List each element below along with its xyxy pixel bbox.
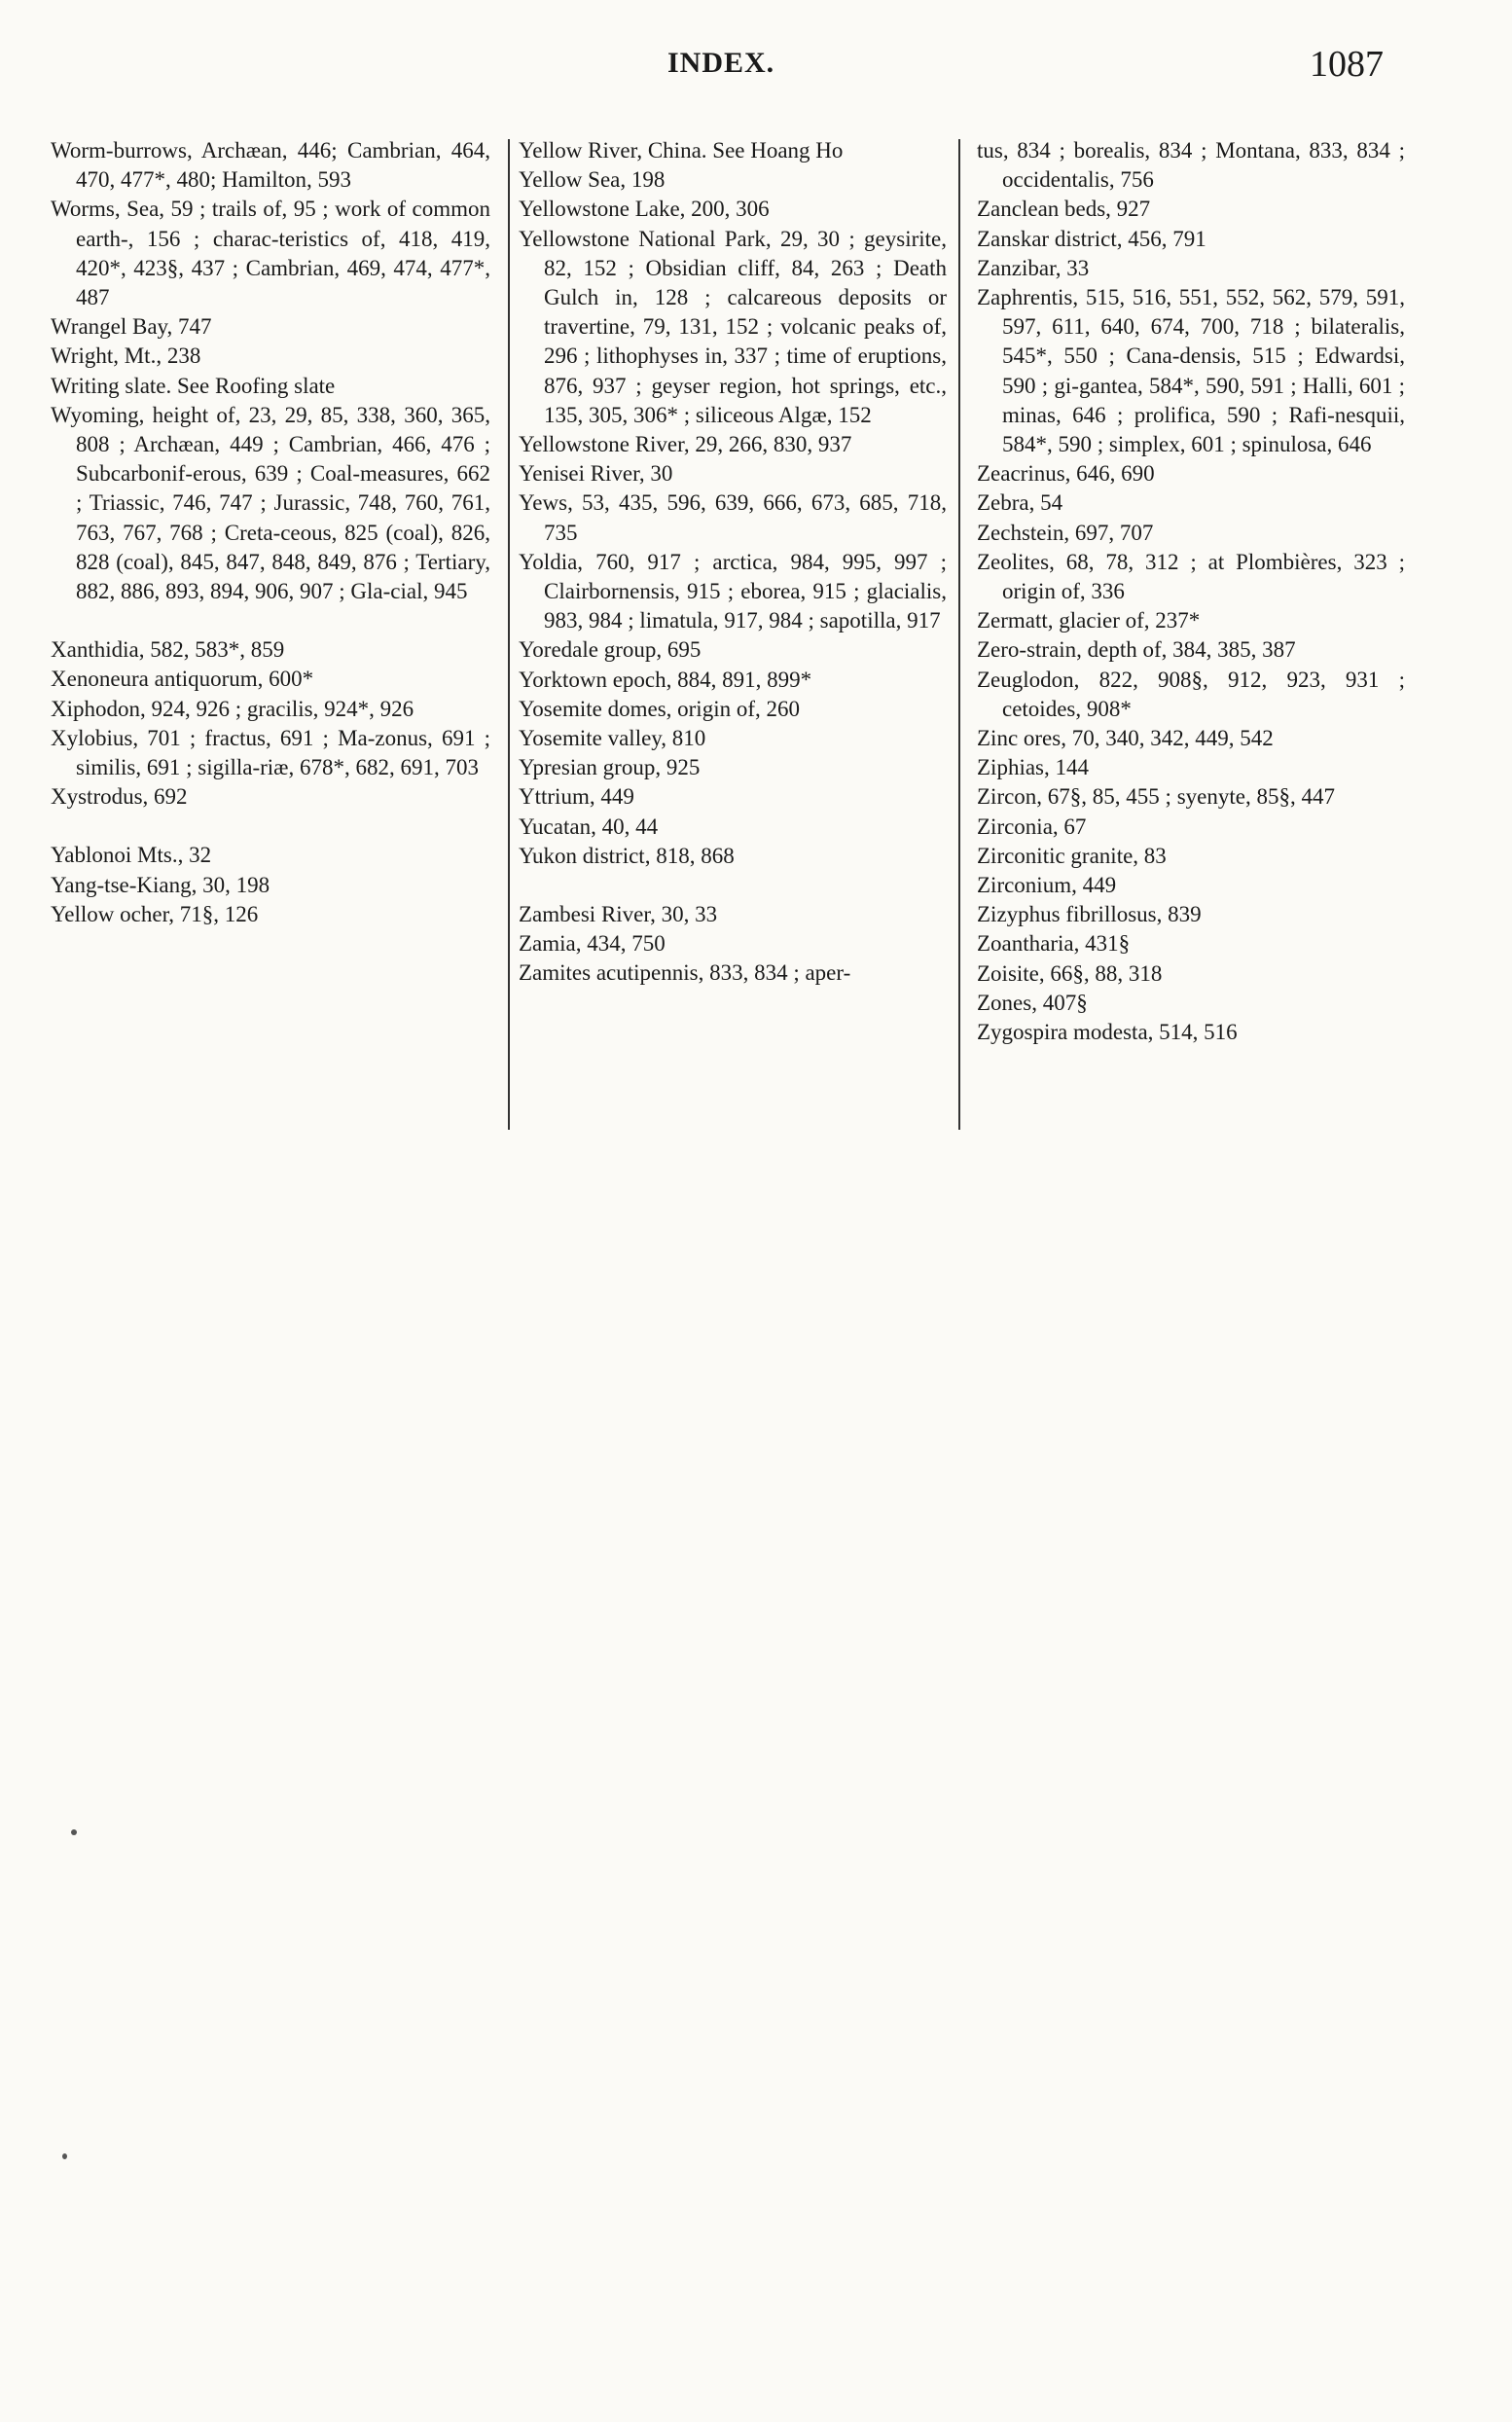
index-entry: Yttrium, 449	[519, 784, 634, 810]
index-entry: Zanskar district, 456, 791	[977, 226, 1206, 251]
index-column-1	[51, 136, 490, 929]
index-column-3	[977, 136, 1405, 1047]
index-entry: Yellowstone River, 29, 266, 830, 937	[519, 432, 852, 457]
index-entry: Zamia, 434, 750	[519, 931, 666, 957]
letter-section-gap	[51, 606, 490, 635]
index-entry: Zircon, 67§, 85, 455 ; syenyte, 85§, 447	[977, 784, 1335, 810]
index-entry: Ziphias, 144	[977, 755, 1089, 780]
print-speck	[71, 1829, 77, 1835]
index-entry: Zanzibar, 33	[977, 255, 1090, 280]
index-entry: Zoantharia, 431§	[977, 931, 1131, 957]
index-entry: Yorktown epoch, 884, 891, 899*	[519, 667, 812, 692]
index-entry: Wright, Mt., 238	[51, 343, 201, 369]
index-entry: Zanclean beds, 927	[977, 197, 1151, 222]
index-entry: Zeacrinus, 646, 690	[977, 461, 1155, 487]
print-speck	[62, 2153, 67, 2159]
index-entry: Yellow Sea, 198	[519, 167, 666, 193]
index-entry: Yellow ocher, 71§, 126	[51, 901, 259, 926]
index-entry: Worm-burrows, Archæan, 446; Cambrian, 464, 470, 477*, 480; Hamilton, 593	[51, 138, 490, 193]
index-entry: Zirconia, 67	[977, 813, 1087, 839]
index-entry: Zygospira modesta, 514, 516	[977, 1020, 1238, 1045]
index-entry: Zinc ores, 70, 340, 342, 449, 542	[977, 726, 1274, 751]
index-entry: Xenoneura antiquorum, 600*	[51, 667, 314, 692]
page-number: 1087	[1310, 44, 1384, 85]
index-entry: Yukon district, 818, 868	[519, 843, 735, 868]
index-entry: Zeolites, 68, 78, 312 ; at Plombières, 323 ; origin of, 336	[977, 549, 1405, 604]
index-entry: Yang-tse-Kiang, 30, 198	[51, 872, 270, 897]
index-entry: Yellowstone National Park, 29, 30 ; geysirite, 82, 152 ; Obsidian cliff, 84, 263 ; Death Gulch in, 128 ; calcareous deposits or travertine, 79, 131, 152 ; volcanic peaks of, 296 ; lithophyses in, 337 ; time of eruptions, 876, 937 ; geyser region, hot springs, etc., 135, 305, 306* ; siliceous Algæ, 152	[519, 226, 947, 427]
index-entry: Yoredale group, 695	[519, 637, 702, 663]
index-entry: Wrangel Bay, 747	[51, 314, 212, 340]
index-entry: Zeuglodon, 822, 908§, 912, 923, 931 ; cetoides, 908*	[977, 667, 1405, 721]
index-entry: Zamites acutipennis, 833, 834 ; aper-	[519, 960, 851, 986]
index-entry: Yosemite valley, 810	[519, 726, 706, 751]
index-entry: Zizyphus fibrillosus, 839	[977, 902, 1202, 927]
column-divider-2	[958, 139, 960, 1130]
index-entry: Wyoming, height of, 23, 29, 85, 338, 360, 365, 808 ; Archæan, 449 ; Cambrian, 466, 476 ; Subcarbonif-erous, 639 ; Coal-measures, 662 ; Triassic, 746, 747 ; Jurassic, 748, 760, 761, 763, 767, 768 ; Creta-ceous, 825 (coal), 826, 828 (coal), 845, 847, 848, 849, 876 ; Tertiary, 882, 886, 893, 894, 906, 907 ; Gla-cial, 945	[51, 402, 490, 604]
index-entry: Zechstein, 697, 707	[977, 520, 1154, 545]
index-entry: Xystrodus, 692	[51, 784, 188, 810]
index-entry: Xylobius, 701 ; fractus, 691 ; Ma-zonus, 691 ; similis, 691 ; sigilla-riæ, 678*, 682, 691, 703	[51, 725, 490, 780]
running-title: INDEX.	[667, 47, 775, 79]
index-entry: Zambesi River, 30, 33	[519, 902, 718, 927]
index-entry: Zirconium, 449	[977, 873, 1117, 898]
index-column-2	[519, 136, 947, 989]
index-entry: tus, 834 ; borealis, 834 ; Montana, 833, 834 ; occidentalis, 756	[977, 138, 1405, 193]
index-entry: Zero-strain, depth of, 384, 385, 387	[977, 637, 1296, 663]
page-header	[0, 44, 1512, 86]
index-entry: Zebra, 54	[977, 490, 1063, 516]
letter-section-gap	[51, 812, 490, 841]
index-entry: Zirconitic granite, 83	[977, 843, 1167, 868]
index-entry: Zaphrentis, 515, 516, 551, 552, 562, 579, 591, 597, 611, 640, 674, 700, 718 ; bilateralis, 545*, 550 ; Cana-densis, 515 ; Edwardsi, 590 ; gi-gantea, 584*, 590, 591 ; Halli, 601 ; minas, 646 ; prolifica, 590 ; Rafi-nesquii, 584*, 590 ; simplex, 601 ; spinulosa, 646	[977, 285, 1405, 457]
index-entry: Zoisite, 66§, 88, 318	[977, 960, 1163, 986]
column-divider-1	[508, 139, 510, 1130]
index-entry: Yellow River, China. See Hoang Ho	[519, 138, 844, 163]
index-entry: Yosemite domes, origin of, 260	[519, 696, 800, 721]
index-entry: Yews, 53, 435, 596, 639, 666, 673, 685, 718, 735	[519, 490, 947, 545]
index-entry: Ypresian group, 925	[519, 755, 701, 780]
index-entry: Zones, 407§	[977, 990, 1088, 1015]
index-entry: Zermatt, glacier of, 237*	[977, 608, 1201, 633]
index-entry: Worms, Sea, 59 ; trails of, 95 ; work of common earth-, 156 ; charac-teristics of, 418, 419, 420*, 423§, 437 ; Cambrian, 469, 474, 477*, 487	[51, 197, 490, 310]
index-entry: Xiphodon, 924, 926 ; gracilis, 924*, 926	[51, 696, 414, 721]
index-entry: Yablonoi Mts., 32	[51, 843, 212, 868]
index-entry: Writing slate. See Roofing slate	[51, 373, 336, 398]
index-entry: Yenisei River, 30	[519, 461, 673, 487]
letter-section-gap	[519, 871, 947, 900]
index-entry: Yoldia, 760, 917 ; arctica, 984, 995, 997 ; Clairbornensis, 915 ; eborea, 915 ; glacialis, 983, 984 ; limatula, 917, 984 ; sapotilla, 917	[519, 549, 947, 633]
index-entry: Yellowstone Lake, 200, 306	[519, 197, 770, 222]
index-entry: Xanthidia, 582, 583*, 859	[51, 637, 285, 663]
index-entry: Yucatan, 40, 44	[519, 813, 659, 839]
